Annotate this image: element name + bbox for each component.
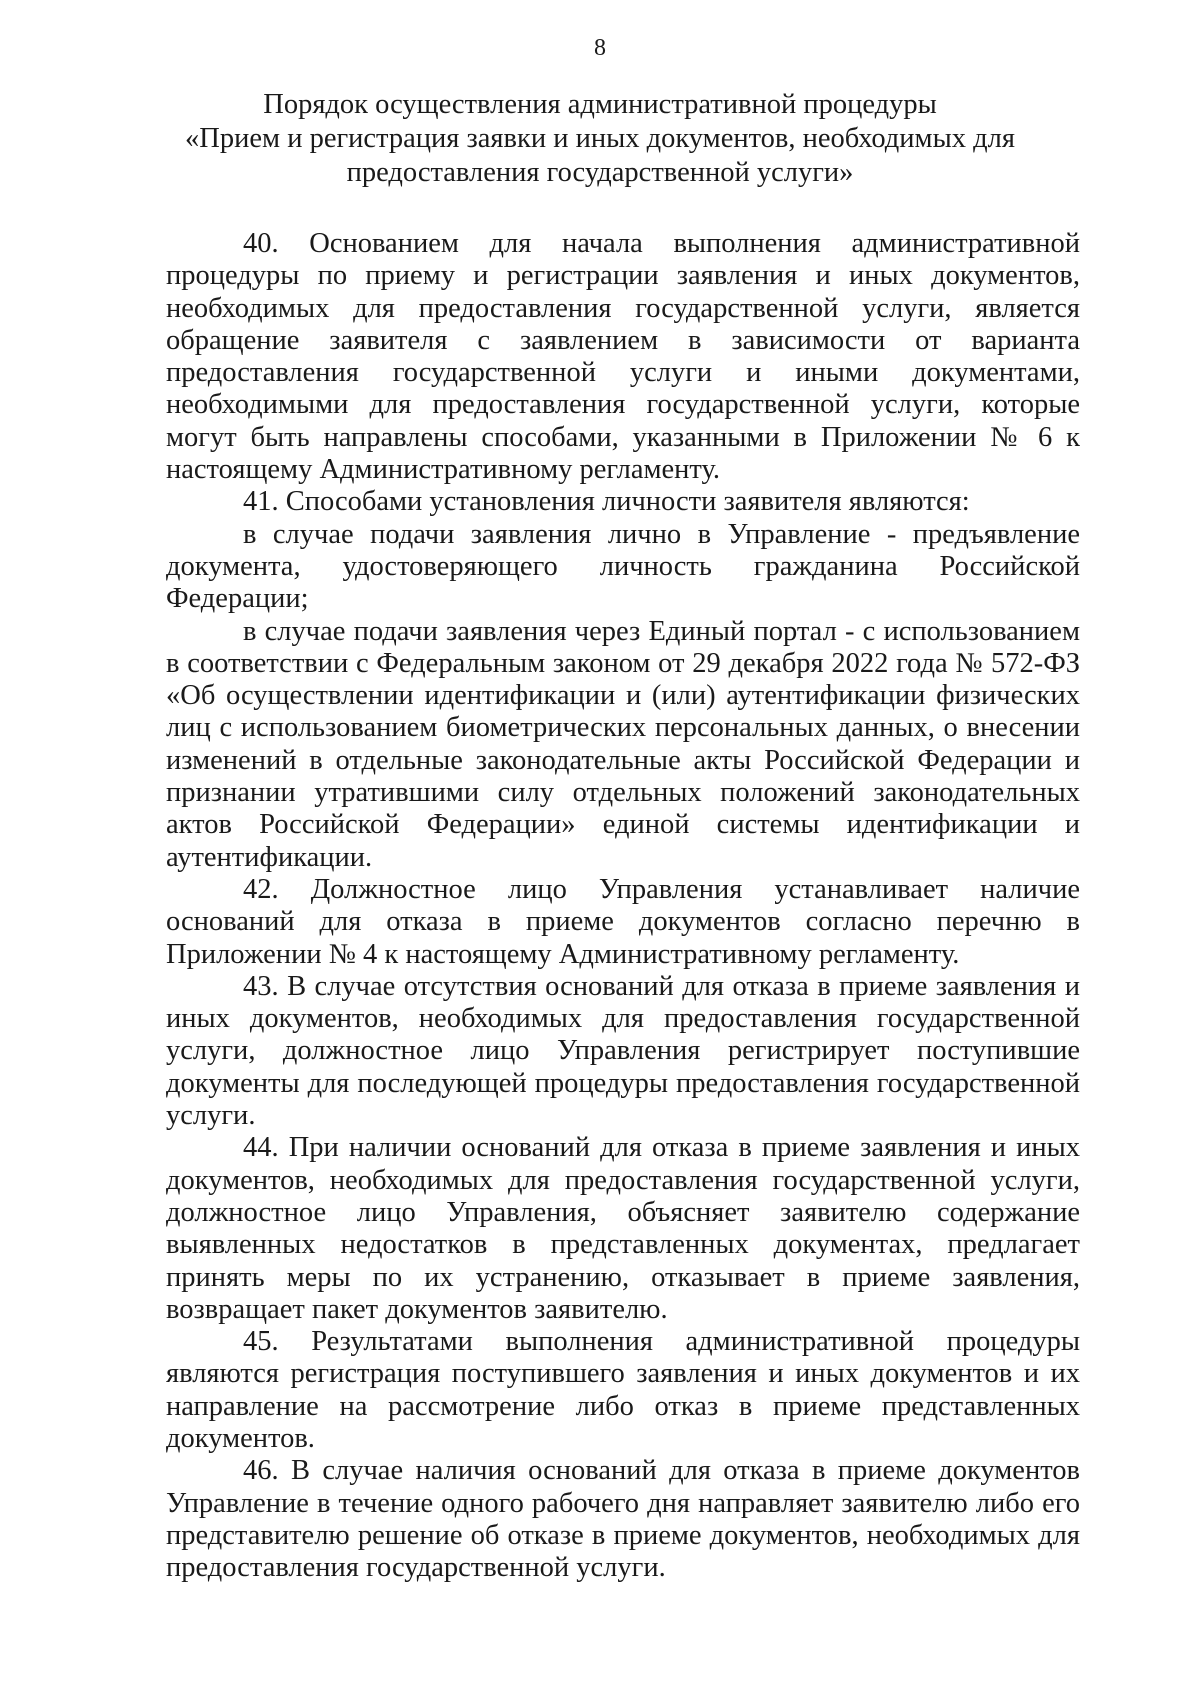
heading-line: предоставления государственной услуги» bbox=[346, 157, 854, 188]
document-body bbox=[166, 228, 1080, 1584]
heading-line: Порядок осуществления административной процедуры bbox=[263, 89, 937, 120]
paragraph-45: 45. Результатами выполнения административной процедуры являются регистрация поступившего заявления и иных документов и их направление на рассмотрение либо отказ в приеме представленных документов. bbox=[166, 1326, 1080, 1454]
paragraph-43: 43. В случае отсутствия оснований для отказа в приеме заявления и иных документов, необходимых для предоставления государственной услуги, должностное лицо Управления регистрирует поступившие документы для последующей процедуры предоставления государственной услуги. bbox=[166, 970, 1080, 1132]
paragraph-40: 40. Основанием для начала выполнения административной процедуры по приему и регистрации заявления и иных документов, необходимых для предоставления государственной услуги, является обращение заявителя с заявлением в зависимости от варианта предоставления государственной услуги и иными документами, необходимыми для предоставления государственной услуги, которые могут быть направлены способами, указанными в Приложении № 6 к настоящему Административному регламенту. bbox=[166, 228, 1080, 486]
heading-line: «Прием и регистрация заявки и иных документов, необходимых для bbox=[185, 123, 1015, 154]
paragraph-46: 46. В случае наличия оснований для отказа в приеме документов Управление в течение одного рабочего дня направляет заявителю либо его представителю решение об отказе в приеме документов, необходимых для предоставления государственной услуги. bbox=[166, 1455, 1080, 1584]
paragraph-41: 41. Способами установления личности заявителя являются: bbox=[243, 486, 970, 518]
page-number: 8 bbox=[594, 35, 606, 61]
section-heading bbox=[170, 88, 1030, 190]
paragraph-41-portal: в случае подачи заявления через Единый портал - с использованием в соответствии с Федеральным законом от 29 декабря 2022 года № 572-ФЗ «Об осуществлении идентификации и (или) аутентификации физических лиц с использованием биометрических персональных данных, о внесении изменений в отдельные законодательные акты Российской Федерации и признании утратившими силу отдельных положений законодательных актов Российской Федерации» единой системы идентификации и аутентификации. bbox=[166, 615, 1080, 873]
paragraph-44: 44. При наличии оснований для отказа в приеме заявления и иных документов, необходимых для предоставления государственной услуги, должностное лицо Управления, объясняет заявителю содержание выявленных недостатков в представленных документах, предлагает принять меры по их устранению, отказывает в приеме заявления, возвращает пакет документов заявителю. bbox=[166, 1132, 1080, 1325]
paragraph-42: 42. Должностное лицо Управления устанавливает наличие оснований для отказа в приеме документов согласно перечню в Приложении № 4 к настоящему Административному регламенту. bbox=[166, 873, 1080, 970]
paragraph-41-personal: в случае подачи заявления лично в Управление - предъявление документа, удостоверяющего личность гражданина Российской Федерации; bbox=[166, 518, 1080, 615]
